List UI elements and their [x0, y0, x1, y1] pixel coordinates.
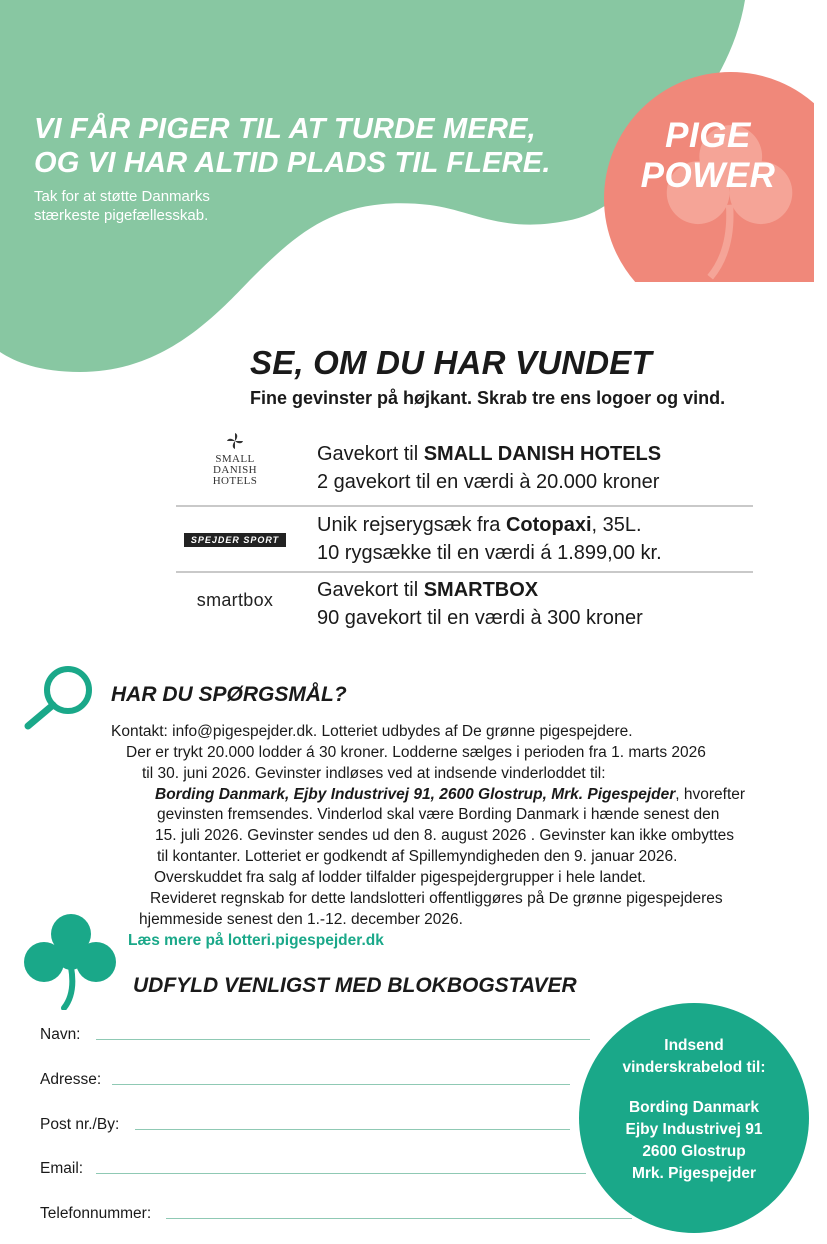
- sdh-logo-line-2: DANISH: [213, 464, 257, 476]
- questions-address-line: [155, 785, 745, 805]
- send-address-line-1: Bording Danmark: [628, 1099, 760, 1116]
- prize-1-detail: 2 gavekort til en værdi à 20.000 kroner: [317, 471, 660, 493]
- questions-line-3: til 30. juni 2026. Gevinster indløses ved at indsende vinderloddet til:: [142, 765, 606, 782]
- prizes-subheading: Fine gevinster på højkant. Skrab tre ens logoer og vind.: [250, 388, 726, 408]
- questions-line-9: hjemmeside senest den 1.-12. december 2026.: [139, 911, 463, 928]
- prize-1-prefix: Gavekort til: [317, 443, 424, 465]
- sdh-logo-line-1: SMALL: [215, 453, 255, 465]
- send-address-text: [579, 1035, 809, 1185]
- send-title-line-1: Indsend: [664, 1037, 724, 1054]
- hero-subtitle-line-2: stærkeste pigefællesskab.: [34, 207, 209, 224]
- prize-1-text: [317, 440, 661, 496]
- prize-3-prefix: Gavekort til: [317, 579, 424, 601]
- smartbox-logo-text: smartbox: [196, 590, 274, 610]
- prize-2-suffix: , 35L.: [591, 514, 642, 536]
- spejder-sport-logo: [176, 530, 294, 548]
- small-danish-hotels-logo: [176, 432, 294, 487]
- prize-3-text: [317, 576, 643, 632]
- send-title-line-2: vinderskrabelod til:: [622, 1059, 766, 1076]
- winner-address: Bording Danmark, Ejby Industrivej 91, 2600 Glostrup, Mrk. Pigespejder: [155, 786, 676, 803]
- winner-address-suffix: , hvorefter: [675, 786, 746, 803]
- prize-row-3: [176, 576, 753, 636]
- hero-subtitle: [34, 187, 210, 225]
- phone-field[interactable]: [166, 1218, 632, 1219]
- magnifier-icon: [22, 660, 100, 732]
- hero-title-line-2: OG VI HAR ALTID PLADS TIL FLERE.: [34, 147, 551, 179]
- prize-2-prefix: Unik rejserygsæk fra: [317, 514, 506, 536]
- prize-row-2: [176, 510, 753, 570]
- pige-power-text: [604, 116, 812, 196]
- questions-line-5: 15. juli 2026. Gevinster sendes ud den 8. august 2026 . Gevinster kan ikke ombyttes: [155, 827, 735, 844]
- postal-city-field[interactable]: [135, 1129, 570, 1130]
- badge-line-2: POWER: [640, 156, 776, 195]
- prize-1-brand: SMALL DANISH HOTELS: [423, 443, 662, 465]
- prize-divider-2: [176, 571, 753, 573]
- prize-2-text: [317, 511, 662, 567]
- questions-line-7: Overskuddet fra salg af lodder tilfalder pigespejdergrupper i hele landet.: [154, 869, 646, 886]
- spejder-sport-logo-text: SPEJDER SPORT: [184, 533, 286, 547]
- send-address-line-2: Ejby Industrivej 91: [625, 1121, 763, 1138]
- prize-3-detail: 90 gavekort til en værdi à 300 kroner: [317, 607, 643, 629]
- hero-title: [34, 112, 551, 180]
- clover-icon: [20, 912, 122, 1010]
- sdh-logo-line-3: HOTELS: [212, 475, 258, 487]
- name-field[interactable]: [96, 1039, 590, 1040]
- address-field[interactable]: [112, 1084, 570, 1085]
- hero-title-line-1: VI FÅR PIGER TIL AT TURDE MERE,: [34, 113, 536, 145]
- questions-line-6: til kontanter. Lotteriet er godkendt af Spillemyndigheden den 9. januar 2026.: [157, 848, 678, 865]
- postal-city-label: Post nr./By:: [40, 1116, 120, 1133]
- badge-line-1: PIGE: [665, 116, 751, 155]
- lottery-link[interactable]: Læs mere på lotteri.pigespejder.dk: [128, 932, 384, 949]
- prizes-heading: SE, OM DU HAR VUNDET: [250, 344, 652, 381]
- smartbox-logo: [176, 590, 294, 611]
- form-heading: UDFYLD VENLIGST MED BLOKBOGSTAVER: [133, 974, 577, 997]
- prize-3-brand: SMARTBOX: [423, 579, 539, 601]
- questions-line-1: Kontakt: info@pigespejder.dk. Lotteriet udbydes af De grønne pigespejdere.: [111, 723, 633, 740]
- prize-row-1: [176, 432, 753, 500]
- hero-subtitle-line-1: Tak for at støtte Danmarks: [34, 188, 210, 205]
- send-address-line-3: 2600 Glostrup: [642, 1143, 746, 1160]
- questions-line-2: Der er trykt 20.000 lodder á 30 kroner. Lodderne sælges i perioden fra 1. marts 2026: [126, 744, 706, 761]
- email-label: Email:: [40, 1160, 84, 1177]
- prize-2-brand: Cotopaxi: [505, 514, 592, 536]
- prize-2-detail: 10 rygsække til en værdi á 1.899,00 kr.: [317, 542, 662, 564]
- small-danish-hotels-icon: [226, 432, 244, 450]
- phone-label: Telefonnummer:: [40, 1205, 152, 1222]
- questions-line-8: Revideret regnskab for dette landslotteri offentliggøres på De grønne pigespejderes: [150, 890, 723, 907]
- email-field[interactable]: [96, 1173, 586, 1174]
- questions-heading: HAR DU SPØRGSMÅL?: [111, 683, 347, 706]
- address-label: Adresse:: [40, 1071, 102, 1088]
- name-label: Navn:: [40, 1026, 81, 1043]
- prize-divider-1: [176, 505, 753, 507]
- send-address-line-4: Mrk. Pigespejder: [631, 1165, 757, 1182]
- questions-line-4: gevinsten fremsendes. Vinderlod skal være Bording Danmark i hænde senest den: [157, 806, 720, 823]
